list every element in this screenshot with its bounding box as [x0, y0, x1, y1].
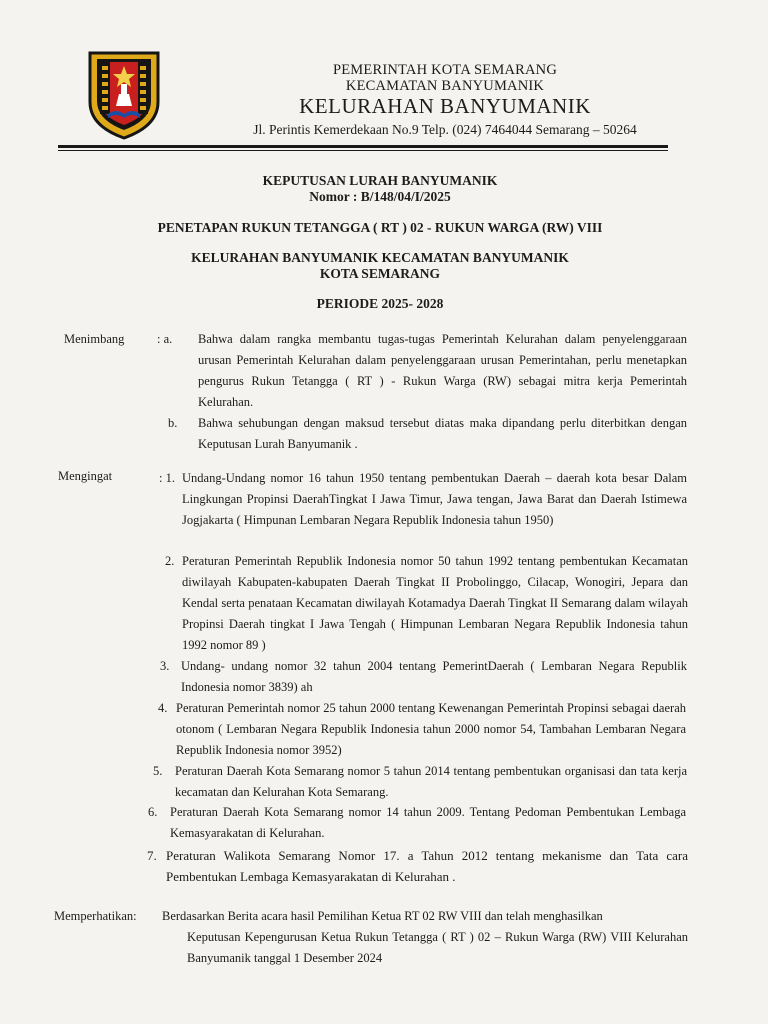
list-text: Undang- undang nomor 32 tahun 2004 tentang PemerintDaerah ( Lembaran Negara Republik Indonesia nomor 3839) ah — [181, 659, 687, 694]
list-item — [160, 656, 687, 698]
list-text: Peraturan Pemerintah Republik Indonesia nomor 50 tahun 1992 tentang pembentukan Kecamatan diwilayah Kabupaten-kabupaten Daerah Tingkat II Probolinggo, Cilacap, Wonogiri, Jepara dan Kendal serta penataan Kecamatan diwilayah Kotamadya Daerah Tingkat II Semarang dalam wilayah Propinsi Daerah tingkat I Jawa Tengah ( Himpunan Lembaran Negara Republik Indonesia tahun 1992 nomor 89 ) — [182, 554, 688, 652]
list-marker: : a. — [157, 332, 173, 346]
decision-heading: KEPUTUSAN LURAH BANYUMANIK — [262, 173, 498, 188]
list-marker: 2. — [165, 554, 175, 568]
list-text: Bahwa sehubungan dengan maksud tersebut diatas maka dipandang perlu diterbitkan dengan Keputusan Lurah Banyumanik . — [198, 416, 687, 451]
list-item — [168, 413, 687, 455]
list-marker: : 1. — [159, 471, 175, 485]
mengingat-label: Mengingat — [58, 469, 113, 483]
menimbang-label: Menimbang — [64, 332, 125, 346]
list-marker: 6. — [148, 805, 158, 819]
location-line-1: KELURAHAN BANYUMANIK KECAMATAN BANYUMANIK — [191, 250, 569, 265]
list-text: Undang-Undang nomor 16 tahun 1950 tentang pembentukan Daerah – daerah kota besar Dalam Lingkungan Propinsi DaerahTingkat I Jawa Timur, Jawa tengan, Jawa Barat dan Daerah Istimewa Jogjakarta ( Himpunan Lembaran Negara Republik Indonesia tahun 1950) — [182, 471, 687, 527]
letterhead-divider — [58, 145, 668, 148]
list-item — [165, 551, 688, 656]
list-text: Peraturan Daerah Kota Semarang nomor 5 tahun 2014 tentang pembentukan organisasi dan tata kerja kecamatan dan Kelurahan Kota Semarang. — [175, 764, 687, 799]
decision-period: PERIODE 2025- 2028 — [316, 296, 444, 311]
location-line-2: KOTA SEMARANG — [319, 266, 441, 281]
letterhead-address: Jl. Perintis Kemerdekaan No.9 Telp. (024) 7464044 Semarang – 50264 — [253, 122, 637, 137]
decision-number: Nomor : B/148/04/I/2025 — [309, 189, 451, 204]
letterhead-government: PEMERINTAH KOTA SEMARANG — [332, 62, 557, 78]
list-item — [158, 698, 687, 761]
list-item — [157, 329, 687, 413]
decision-location — [80, 250, 680, 282]
list-marker: 3. — [160, 659, 170, 673]
letterhead-district: KECAMATAN BANYUMANIK — [345, 78, 545, 94]
list-text: Peraturan Daerah Kota Semarang nomor 14 tahun 2009. Tentang Pedoman Pembentukan Lembaga Kemasyarakatan di Kelurahan. — [170, 805, 686, 840]
letterhead-divider-thin — [58, 150, 668, 151]
list-item — [159, 468, 689, 531]
list-text: Peraturan Walikota Semarang Nomor 17. a Tahun 2012 tentang mekanisme dan Tata cara Pembentukan Lembaga Kemasyarakatan di Kelurahan . — [166, 848, 688, 884]
list-text: Peraturan Pemerintah nomor 25 tahun 2000 tentang Kewenangan Pemerintah Propinsi sebagai daerah otonom ( Lembaran Negara Republik Indonesia tahun 2000 nomor 54, Tambahan Lembaran Negara Republik Indonesia nomor 3952) — [176, 701, 686, 757]
decision-title — [80, 173, 680, 205]
memperhatikan-first-line: Berdasarkan Berita acara hasil Pemilihan Ketua RT 02 RW VIII dan telah menghasilkan — [162, 909, 603, 923]
letterhead-subdistrict: KELURAHAN BANYUMANIK — [299, 94, 591, 118]
list-marker: 7. — [147, 848, 157, 863]
memperhatikan-text — [162, 906, 688, 969]
decision-subject: PENETAPAN RUKUN TETANGGA ( RT ) 02 - RUKUN WARGA (RW) VIII — [157, 220, 603, 235]
list-item — [148, 802, 686, 844]
list-marker: 4. — [158, 701, 168, 715]
letterhead — [200, 62, 690, 139]
list-marker: 5. — [153, 764, 163, 778]
list-text: Bahwa dalam rangka membantu tugas-tugas Pemerintah Kelurahan dalam penyelenggaraan urusan Pemerintah Kelurahan dalam penyelenggaraan urusan Pemerintahan, perlu menetapkan pengurus Rukun Tetangga ( RT ) - Rukun Warga (RW) sebagai mitra kerja Pemerintah Kelurahan. — [198, 332, 687, 409]
list-marker: b. — [168, 416, 178, 430]
semarang-city-emblem-icon — [86, 50, 162, 140]
list-item — [153, 761, 687, 803]
memperhatikan-continuation: Keputusan Kepengurusan Ketua Rukun Tetangga ( RT ) 02 – Rukun Warga (RW) VIII Kelurahan Banyumanik tanggal 1 Desember 2024 — [187, 930, 688, 965]
memperhatikan-label: Memperhatikan: — [54, 909, 137, 923]
list-item — [147, 845, 688, 887]
